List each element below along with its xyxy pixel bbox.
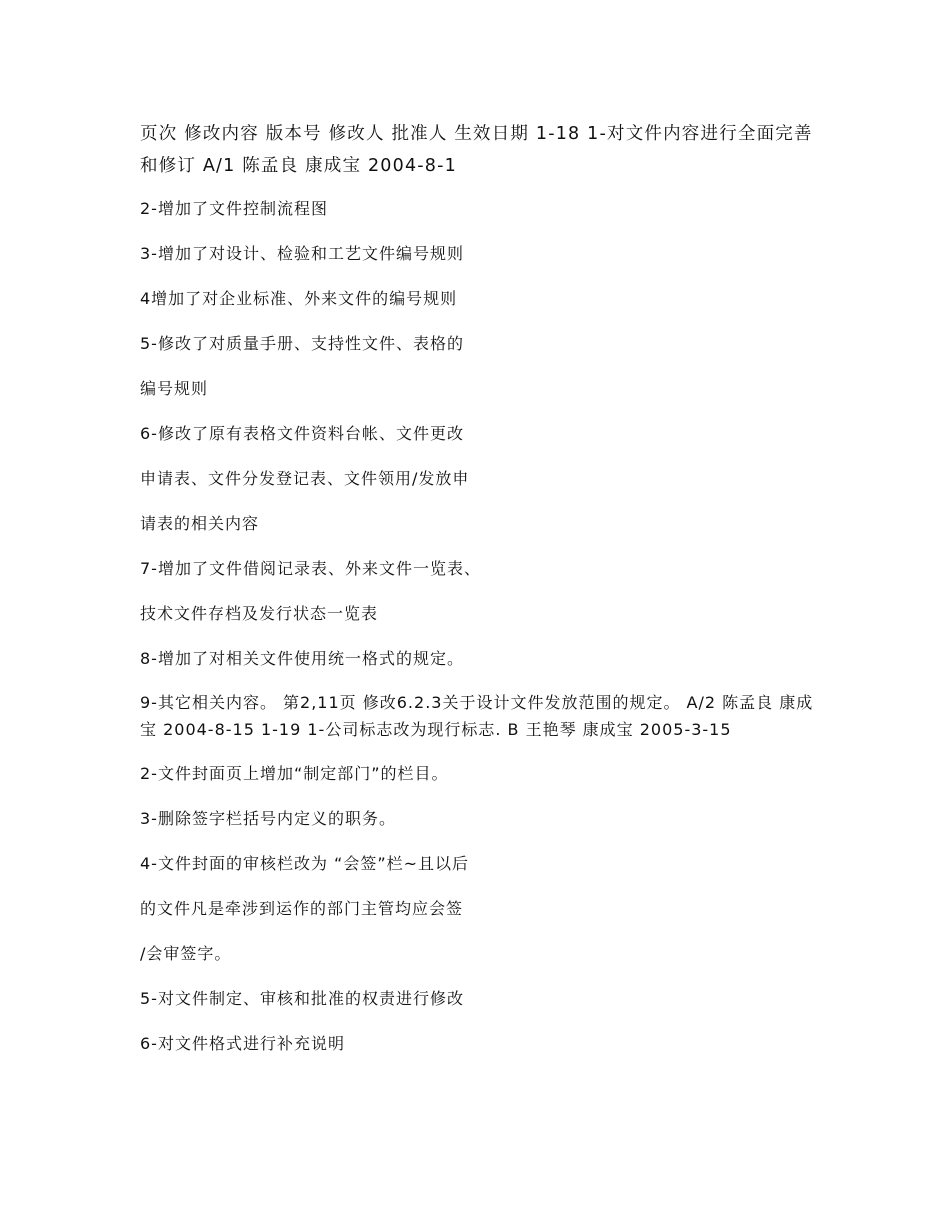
revision-item: 6-对文件格式进行补充说明 [140, 1034, 345, 1053]
revision-item: 2-增加了文件控制流程图 [140, 199, 328, 218]
revision-item: /会审签字。 [140, 944, 232, 963]
revision-item: 编号规则 [140, 379, 209, 398]
revision-item: 4增加了对企业标准、外来文件的编号规则 [140, 289, 458, 308]
revision-item: 技术文件存档及发行状态一览表 [140, 604, 379, 623]
revision-item: 4-文件封面的审核栏改为 “会签”栏~且以后 [140, 854, 470, 873]
revision-item: 申请表、文件分发登记表、文件领用/发放申 [140, 469, 470, 488]
revision-item: 3-增加了对设计、检验和工艺文件编号规则 [140, 244, 464, 263]
revision-item: 2-文件封面页上增加“制定部门”的栏目。 [140, 764, 449, 783]
revision-item: 的文件凡是牵涉到运作的部门主管均应会签 [140, 899, 464, 918]
revision-record-body [140, 118, 820, 1074]
revision-item: 请表的相关内容 [140, 514, 260, 533]
revision-header-paragraph: 页次 修改内容 版本号 修改人 批准人 生效日期 1-18 1-对文件内容进行全面完善和修订 A/1 陈孟良 康成宝 2004-8-1 [140, 124, 813, 176]
revision-item: 7-增加了文件借阅记录表、外来文件一览表、 [140, 559, 481, 578]
revision-entry-paragraph: 9-其它相关内容。 第2,11页 修改6.2.3关于设计文件发放范围的规定。 A/2 陈孟良 康成宝 2004-8-15 1-19 1-公司标志改为现行标志. B 王艳琴 康成宝 2005-3-15 [140, 693, 814, 739]
revision-item: 5-修改了对质量手册、支持性文件、表格的 [140, 334, 464, 353]
revision-item: 5-对文件制定、审核和批准的权责进行修改 [140, 989, 464, 1008]
revision-item: 8-增加了对相关文件使用统一格式的规定。 [140, 649, 464, 668]
revision-item: 6-修改了原有表格文件资料台帐、文件更改 [140, 424, 464, 443]
revision-item: 3-删除签字栏括号内定义的职务。 [140, 809, 396, 828]
